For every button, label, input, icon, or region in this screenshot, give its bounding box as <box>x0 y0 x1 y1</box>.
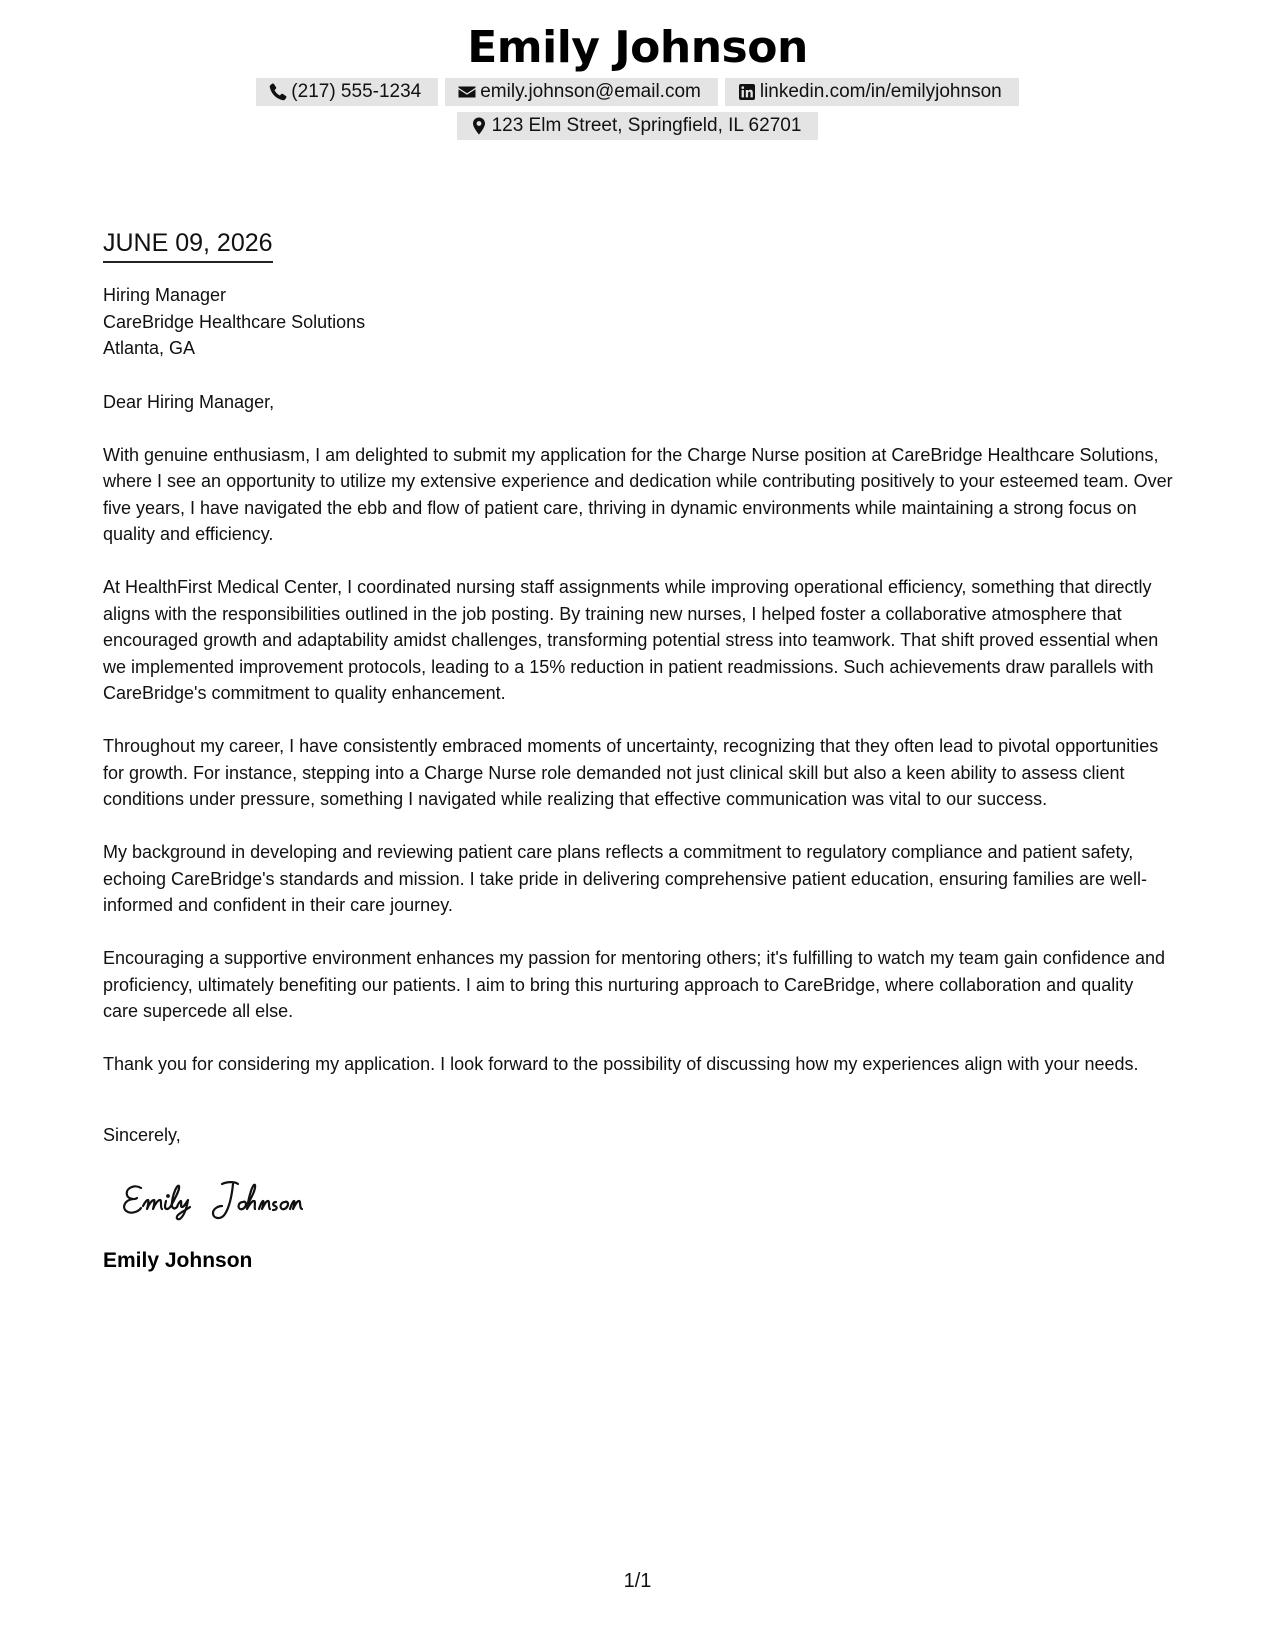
phone-text: (217) 555-1234 <box>291 81 422 102</box>
email-text: emily.johnson@email.com <box>480 81 701 102</box>
body-paragraph: Throughout my career, I have consistently embraced moments of uncertainty, recognizing that they often lead to pivotal opportunities for growth. For instance, stepping into a Charge Nurse role demanded not just clinical skill but also a keen ability to assess client conditions under pressure, something I navigated while realizing that effective communication was vital to our success. <box>103 736 1159 809</box>
address-text: 123 Elm Street, Springfield, IL 62701 <box>491 115 802 136</box>
page-number: 1/1 <box>623 1570 652 1592</box>
signed-name: Emily Johnson <box>103 1249 253 1272</box>
envelope-icon <box>457 82 477 102</box>
recipient-company: CareBridge Healthcare Solutions <box>103 311 366 332</box>
linkedin-chip[interactable] <box>725 78 1019 106</box>
salutation: Dear Hiring Manager, <box>103 391 275 412</box>
handwritten-signature <box>119 1172 1173 1232</box>
email-chip[interactable] <box>445 78 718 106</box>
body-paragraph: With genuine enthusiasm, I am delighted to submit my application for the Charge Nurse position at CareBridge Healthcare Solutions, where I see an opportunity to utilize my extensive experience and dedication while contributing positively to your esteemed team. Over five years, I have navigated the ebb and flow of patient care, thriving in dynamic environments while maintaining a strong focus on quality and efficiency. <box>103 444 1173 544</box>
applicant-name: Emily Johnson <box>467 22 808 73</box>
map-pin-icon <box>469 116 489 136</box>
letter-date: JUNE 09, 2026 <box>103 226 273 263</box>
linkedin-text: linkedin.com/in/emilyjohnson <box>759 81 1002 102</box>
signature-image <box>119 1172 359 1232</box>
body-paragraph: At HealthFirst Medical Center, I coordinated nursing staff assignments while improving operational efficiency, something that directly aligns with the responsibilities outlined in the job posting. By training new nurses, I helped foster a collaborative atmosphere that encouraged growth and adaptability amidst challenges, transforming potential stress into teamwork. That shift proved essential when we implemented improvement protocols, leading to a 15% reduction in patient readmissions. Such achievements draw parallels with CareBridge's commitment to quality enhancement. <box>103 577 1159 703</box>
contact-row-address <box>0 112 1275 140</box>
body-paragraph: Thank you for considering my application. I look forward to the possibility of discussing how my experiences align with your needs. <box>103 1054 1139 1074</box>
recipient-location: Atlanta, GA <box>103 338 196 358</box>
letter-header <box>0 18 1275 140</box>
linkedin-icon <box>737 82 757 102</box>
closing: Sincerely, <box>103 1124 181 1145</box>
contact-row-primary <box>0 78 1275 106</box>
body-paragraph: My background in developing and reviewing patient care plans reflects a commitment to regulatory compliance and patient safety, echoing CareBridge's standards and mission. I take pride in delivering comprehensive patient education, ensuring families are well-informed and confident in their care journey. <box>103 842 1147 915</box>
letter-body <box>103 226 1173 1276</box>
recipient-title: Hiring Manager <box>103 285 227 305</box>
phone-chip <box>256 78 438 106</box>
address-chip <box>457 112 819 140</box>
body-paragraph: Encouraging a supportive environment enhances my passion for mentoring others; it's fulfilling to watch my team gain confidence and proficiency, ultimately benefiting our patients. I aim to bring this nurturing approach to CareBridge, where collaboration and quality care supercede all else. <box>103 948 1166 1021</box>
phone-icon <box>268 82 288 102</box>
recipient-block <box>103 282 1173 362</box>
